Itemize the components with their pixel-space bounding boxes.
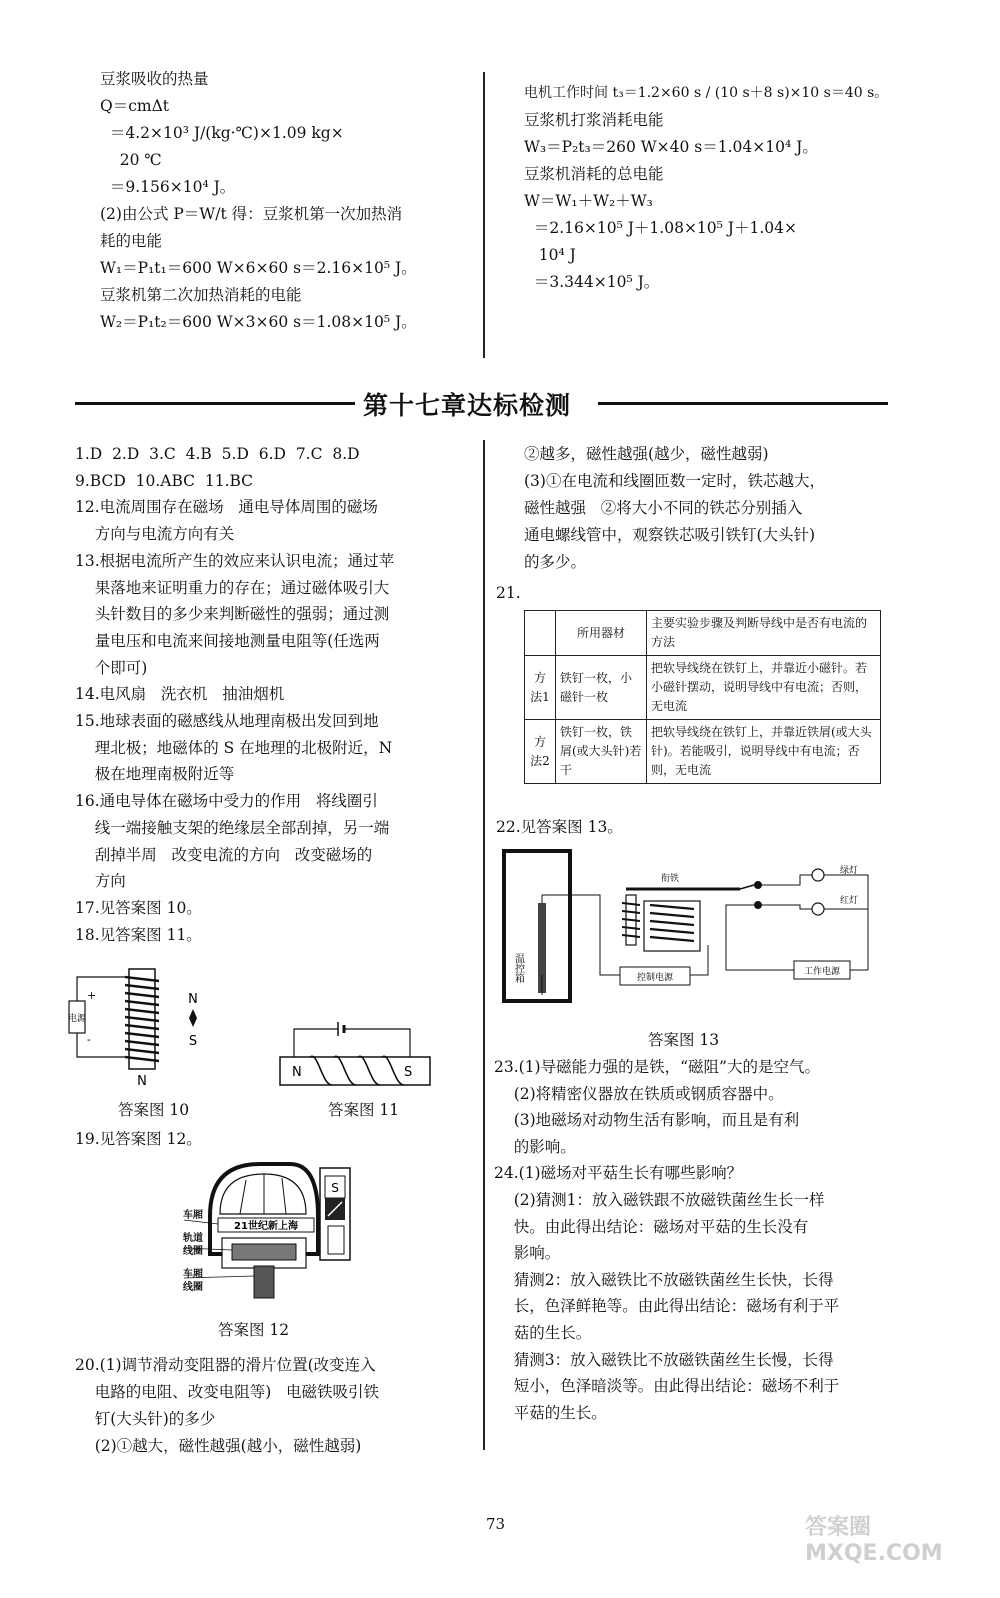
text-line: 耗的电能 bbox=[100, 232, 163, 250]
text-line: ＝3.344×10⁵ J。 bbox=[524, 273, 660, 291]
plus-sign: + bbox=[87, 989, 97, 1002]
text-line: (2)猜测1：放入磁铁跟不放磁铁菌丝生长一样 bbox=[494, 1190, 825, 1209]
magnet-s-label: S bbox=[331, 1181, 339, 1195]
text-line: 钉(大头针)的多少 bbox=[75, 1410, 216, 1428]
text-line: 豆浆机消耗的总电能 bbox=[524, 165, 664, 183]
power-label: 电源 bbox=[67, 1014, 87, 1024]
text-line: 电路的电阻、改变电阻等) 电磁铁吸引铁 bbox=[75, 1383, 380, 1401]
figure-10 bbox=[65, 965, 215, 1090]
column-divider-top bbox=[483, 72, 485, 358]
text-line: (2)将精密仪器放在铁质或钢质容器中。 bbox=[494, 1084, 784, 1103]
text-line: 16.通电导体在磁场中受力的作用 将线圈引 bbox=[75, 792, 378, 811]
column-divider-bottom bbox=[483, 440, 485, 1450]
text-line: 18.见答案图 11。 bbox=[75, 925, 202, 944]
table-row bbox=[525, 720, 881, 784]
text-line: 通电螺线管中，观察铁芯吸引铁钉(大头针) bbox=[524, 526, 816, 544]
ctrl-power-label: 控制电源 bbox=[636, 973, 674, 983]
green-lamp-label: 绿灯 bbox=[840, 866, 859, 876]
text-line: 长，色泽鲜艳等。由此得出结论：磁场有利于平 bbox=[494, 1297, 840, 1316]
text-line: 电机工作时间 t₃＝1.2×60 s / (10 s＋8 s)×10 s＝40 s。 bbox=[524, 85, 889, 101]
text-line: 个即可) bbox=[75, 658, 148, 677]
train-banner: 21世纪新上海 bbox=[234, 1221, 298, 1232]
top-right-block bbox=[524, 80, 904, 296]
fig11-caption: 答案图 11 bbox=[328, 1101, 400, 1119]
text-line: 9.BCD 10.ABC 11.BC bbox=[75, 471, 254, 490]
row-method: 把软导线绕在铁钉上，并靠近铁屑(或大头针)。若能吸引，说明导线中有电流；否则，无电流 bbox=[647, 720, 881, 784]
row-label: 方法2 bbox=[525, 720, 556, 784]
red-lamp-label: 红灯 bbox=[840, 896, 859, 906]
right-answers-a bbox=[524, 441, 904, 576]
text-line: 20 ℃ bbox=[100, 151, 162, 169]
row-method: 把软导线绕在铁钉上，并靠近小磁针。若小磁针摆动，说明导线中有电流；否则，无电流 bbox=[647, 656, 881, 720]
text-line: ＝4.2×10³ J/(kg·℃)×1.09 kg× bbox=[100, 124, 344, 142]
text-line: ＝2.16×10⁵ J＋1.08×10⁵ J＋1.04× bbox=[524, 219, 798, 237]
text-line: 猜测2：放入磁铁比不放磁铁菌丝生长快，长得 bbox=[494, 1270, 834, 1289]
text-line: 磁性越强 ②将大小不同的铁芯分别插入 bbox=[524, 499, 803, 517]
fig13-caption: 答案图 13 bbox=[648, 1031, 720, 1049]
text-line: 理北极；地磁体的 S 在地理的北极附近，N bbox=[75, 738, 393, 757]
text-line: 1.D 2.D 3.C 4.B 5.D 6.D 7.C 8.D bbox=[75, 445, 360, 463]
text-line: 14.电风扇 洗衣机 抽油烟机 bbox=[75, 685, 285, 704]
fig12-carcoil-label: 车厢线圈 bbox=[183, 1269, 203, 1293]
text-line: 方向 bbox=[75, 872, 126, 891]
text-line: (3)①在电流和线圈匝数一定时，铁芯越大， bbox=[524, 472, 825, 490]
text-line: W₂＝P₁t₂＝600 W×3×60 s＝1.08×10⁵ J。 bbox=[100, 313, 417, 331]
text-line: ②越多，磁性越强(越少，磁性越弱) bbox=[524, 445, 769, 463]
text-line: W＝W₁＋W₂＋W₃ bbox=[524, 192, 653, 210]
box-label-char: 温控箱 bbox=[512, 953, 524, 983]
text-line: 方向与电流方向有关 bbox=[75, 525, 235, 544]
magnet-n-label: N bbox=[292, 1065, 302, 1080]
table-header-method: 主要实验步骤及判断导线中是否有电流的方法 bbox=[647, 611, 881, 656]
table-header-tools: 所用器材 bbox=[556, 611, 647, 656]
text-line: 20.(1)调节滑动变阻器的滑片位置(改变连入 bbox=[75, 1356, 376, 1374]
answer-table-21 bbox=[524, 610, 881, 784]
compass-s-label: S bbox=[188, 1034, 198, 1049]
armature-label: 衔铁 bbox=[660, 874, 680, 884]
text-line: 13.根据电流所产生的效应来认识电流；通过苹 bbox=[75, 551, 395, 570]
text-line: 23.(1)导磁能力强的是铁，“磁阻”大的是空气。 bbox=[494, 1058, 820, 1076]
item-19: 19.见答案图 12。 bbox=[75, 1130, 202, 1148]
title-rule-left bbox=[75, 402, 355, 405]
fig12-caption: 答案图 12 bbox=[218, 1321, 290, 1339]
fig12-track-label: 轨道线圈 bbox=[183, 1233, 203, 1257]
text-line: 菇的生长。 bbox=[494, 1323, 592, 1342]
top-left-block bbox=[100, 66, 470, 336]
right-answers-b bbox=[494, 1054, 894, 1426]
text-line: Q＝cmΔt bbox=[100, 97, 170, 115]
text-line: 猜测3：放入磁铁比不放磁铁菌丝生长慢，长得 bbox=[494, 1350, 834, 1369]
item-20 bbox=[75, 1352, 475, 1460]
text-line: 快。由此得出结论：磁场对平菇的生长没有 bbox=[494, 1217, 809, 1236]
fig12-car-label: 车厢 bbox=[183, 1210, 203, 1221]
text-line: 极在地理南极附近等 bbox=[75, 765, 235, 784]
text-line: 刮掉半周 改变电流的方向 改变磁场的 bbox=[75, 845, 373, 864]
text-line: 豆浆机第二次加热消耗的电能 bbox=[100, 286, 302, 304]
figure-11 bbox=[270, 1015, 440, 1090]
table-row bbox=[525, 611, 881, 656]
work-power-label: 工作电源 bbox=[803, 967, 841, 977]
table-row bbox=[525, 656, 881, 720]
text-line: 10⁴ J bbox=[524, 246, 576, 264]
text-line: 量电压和电流来间接地测量电阻等(任选两 bbox=[75, 631, 380, 650]
watermark-logo: 答案圈 MXQE.COM bbox=[805, 1515, 943, 1566]
text-line: W₃＝P₂t₃＝260 W×40 s＝1.04×10⁴ J。 bbox=[524, 138, 818, 156]
minus-sign: - bbox=[87, 1033, 91, 1046]
text-line: 24.(1)磁场对平菇生长有哪些影响？ bbox=[494, 1164, 743, 1183]
row-label: 方法1 bbox=[525, 656, 556, 720]
text-line: 短小，色泽暗淡等。由此得出结论：磁场不利于 bbox=[494, 1377, 840, 1396]
text-line: 果落地来证明重力的存在；通过磁体吸引大 bbox=[75, 578, 390, 597]
text-line: 豆浆机打浆消耗电能 bbox=[524, 111, 664, 129]
text-line: ＝9.156×10⁴ J。 bbox=[100, 178, 236, 196]
text-line: 的多少。 bbox=[524, 553, 587, 571]
text-line: 线一端接触支架的绝缘层全部刮掉，另一端 bbox=[75, 818, 390, 837]
text-line: 豆浆吸收的热量 bbox=[100, 70, 209, 88]
item-21-label: 21. bbox=[496, 584, 521, 602]
text-line: (2)由公式 P＝W/t 得：豆浆机第一次加热消 bbox=[100, 205, 403, 223]
magnet-s-label: S bbox=[404, 1065, 413, 1080]
text-line: 12.电流周围存在磁场 通电导体周围的磁场 bbox=[75, 498, 378, 517]
row-tools: 铁钉一枚，铁屑(或大头针)若干 bbox=[556, 720, 647, 784]
title-rule-right bbox=[598, 402, 888, 405]
row-tools: 铁钉一枚，小磁针一枚 bbox=[556, 656, 647, 720]
text-line: W₁＝P₁t₁＝600 W×6×60 s＝2.16×10⁵ J。 bbox=[100, 259, 417, 277]
left-answers bbox=[75, 441, 475, 948]
text-line: 17.见答案图 10。 bbox=[75, 898, 202, 917]
page-number: 73 bbox=[486, 1515, 506, 1533]
text-line: (3)地磁场对动物生活有影响，而且是有利 bbox=[494, 1111, 800, 1130]
text-line: 头针数目的多少来判断磁性的强弱；通过测 bbox=[75, 605, 390, 624]
fig10-caption: 答案图 10 bbox=[118, 1101, 190, 1119]
text-line: 影响。 bbox=[494, 1244, 561, 1263]
text-line: (2)①越大，磁性越强(越小，磁性越弱) bbox=[75, 1437, 362, 1455]
item-22: 22.见答案图 13。 bbox=[496, 818, 623, 836]
compass-n-label: N bbox=[188, 992, 198, 1007]
figure-13 bbox=[500, 845, 880, 1005]
section-title: 第十七章达标检测 bbox=[363, 391, 572, 420]
text-line: 15.地球表面的磁感线从地理南极出发回到地 bbox=[75, 712, 379, 731]
text-line: 的影响。 bbox=[494, 1137, 576, 1156]
n-bottom-label: N bbox=[137, 1074, 147, 1089]
text-line: 平菇的生长。 bbox=[494, 1403, 607, 1422]
